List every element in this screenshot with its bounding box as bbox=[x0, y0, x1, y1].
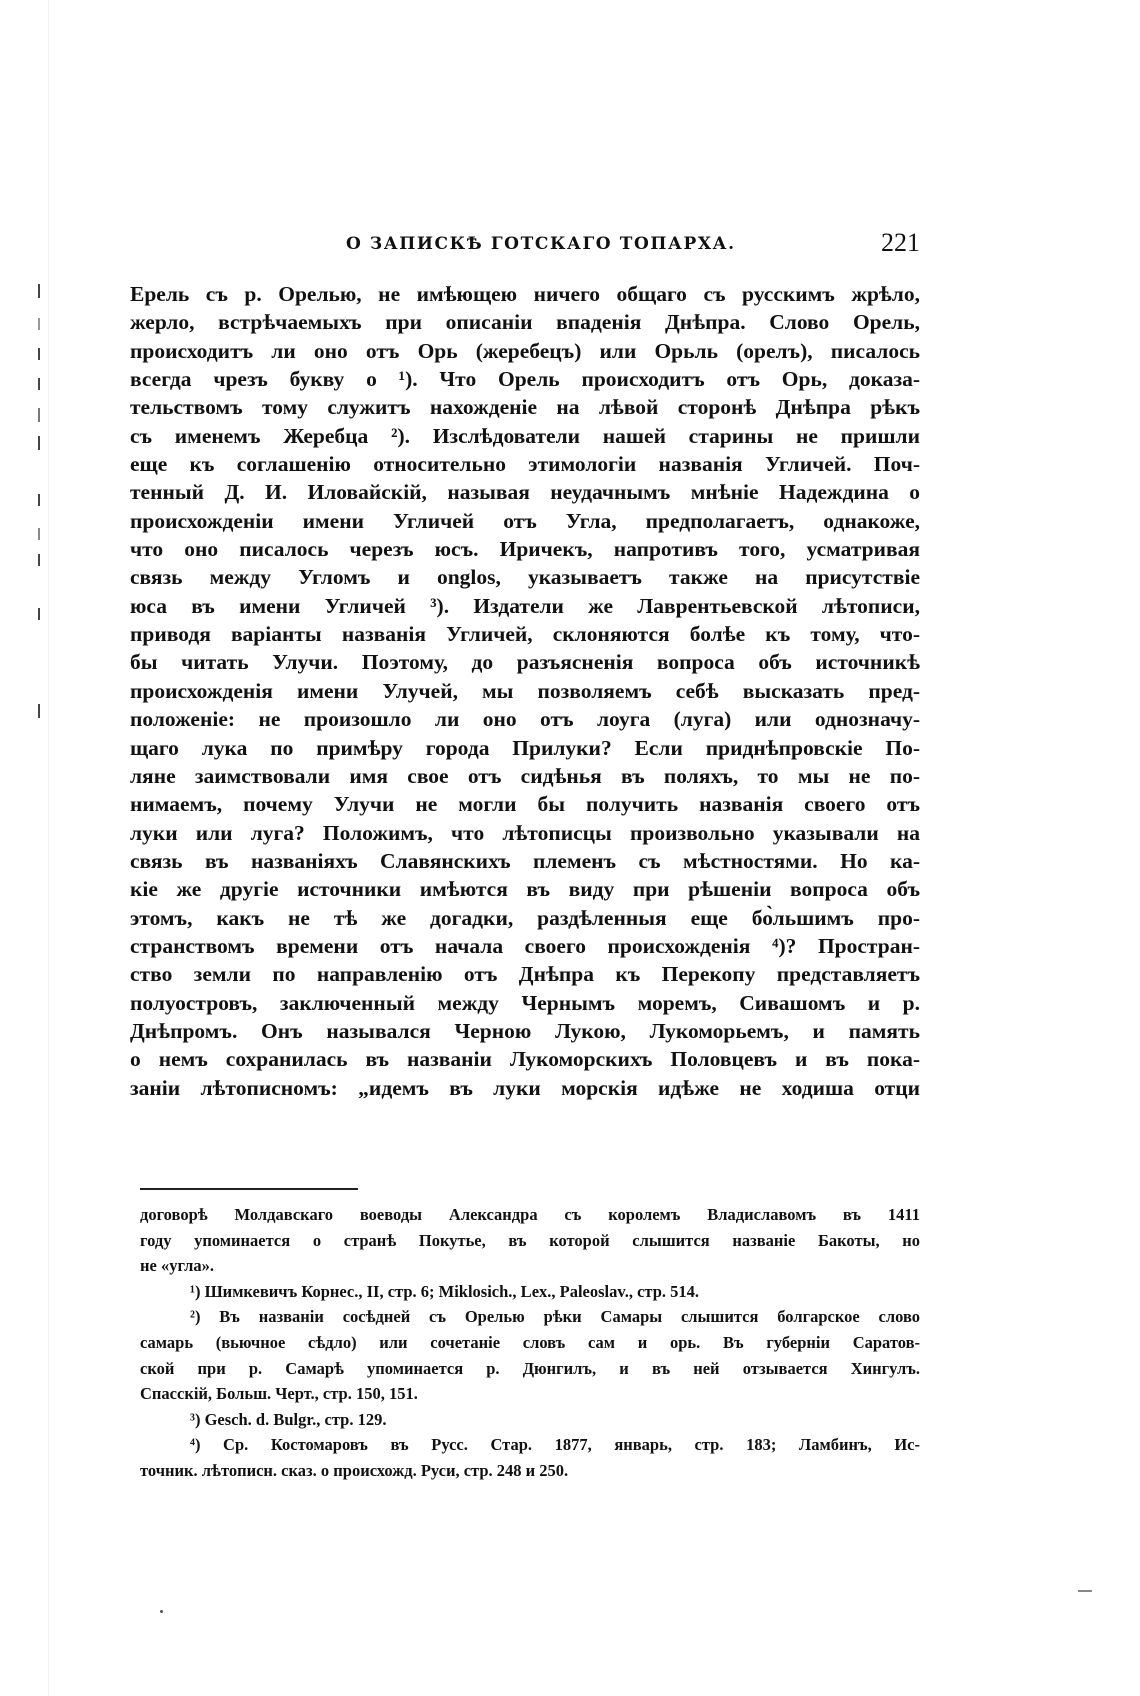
footnote-continuation-line: году упоминается о странѣ Покутье, въ которой слышится названіе Бакоты, но bbox=[140, 1230, 920, 1250]
text-line: происходитъ ли оно отъ Орь (жеребецъ) или Орьль (орелъ), писалось bbox=[130, 338, 920, 363]
text-line: бы читать Улучи. Поэтому, до разъясненія вопроса объ источникѣ bbox=[130, 650, 920, 675]
page-header bbox=[130, 228, 920, 262]
scan-speck bbox=[1078, 1590, 1092, 1592]
text-line: всегда чрезъ букву о ¹). Что Орель происходитъ отъ Орь, доказа- bbox=[130, 367, 920, 392]
text-line: щаго лука по примѣру города Прилуки? Если приднѣпровскіе По- bbox=[130, 735, 920, 760]
text-line: странствомъ времени отъ начала своего происхожденія ⁴)? Простран- bbox=[130, 933, 920, 958]
page-number: 221 bbox=[881, 228, 920, 257]
text-line: нимаемъ, почему Улучи не могли бы получить названія своего отъ bbox=[130, 792, 920, 817]
scan-speck bbox=[160, 1610, 163, 1613]
text-line: ляне заимствовали имя свое отъ сидѣнья въ поляхъ, то мы не по- bbox=[130, 763, 920, 788]
main-text bbox=[130, 280, 920, 1102]
text-line: что оно писалось черезъ юсъ. Иричекъ, напротивъ того, усматривая bbox=[130, 537, 920, 562]
running-title: О ЗАПИСКѢ ГОТСКАГО ТОПАРХА. bbox=[346, 234, 736, 254]
text-line: происхожденія имени Улучей, мы позволяемъ себѣ высказать пред- bbox=[130, 678, 920, 703]
footnote-4-line: ⁴) Ср. Костомаровъ въ Русс. Стар. 1877, январь, стр. 183; Ламбинъ, Ис- bbox=[190, 1435, 920, 1455]
text-line: еще къ соглашенію относительно этимологіи названія Угличей. Поч- bbox=[130, 452, 920, 477]
text-line: этомъ, какъ не тѣ же догадки, раздѣленныя еще бо̀льшимъ про- bbox=[130, 905, 920, 930]
text-line: тенный Д. И. Иловайскій, называя неудачнымъ мнѣніе Надеждина о bbox=[130, 480, 920, 505]
footnote-2-line: Спасскій, Больш. Черт., стр. 150, 151. bbox=[140, 1384, 418, 1404]
text-line: Днѣпромъ. Онъ назывался Черною Лукою, Лукоморьемъ, и память bbox=[130, 1018, 920, 1043]
text-line: заніи лѣтописномъ: „идемъ въ луки морскія идѣже не ходиша отци bbox=[130, 1075, 920, 1100]
margin-marks bbox=[32, 284, 52, 754]
text-line: приводя варіанты названія Угличей, склоняются болѣе къ тому, что- bbox=[130, 622, 920, 647]
text-line: полуостровъ, заключенный между Чернымъ моремъ, Сивашомъ и р. bbox=[130, 990, 920, 1015]
footnote-2-line: ской при р. Самарѣ упоминается р. Дюнгилъ, и въ ней отзывается Хингулъ. bbox=[140, 1358, 920, 1378]
text-line: о немъ сохранилась въ названіи Лукоморскихъ Половцевъ и въ пока- bbox=[130, 1047, 920, 1072]
margin-mark bbox=[38, 608, 40, 620]
margin-mark bbox=[38, 284, 40, 298]
text-line: луки или луга? Положимъ, что лѣтописцы произвольно указывали на bbox=[130, 820, 920, 845]
footnote-continuation-line: не «угла». bbox=[140, 1256, 214, 1276]
text-line: съ именемъ Жеребца ²). Изслѣдователи нашей старины не пришли bbox=[130, 423, 920, 448]
footnote-4-line: точник. лѣтописн. сказ. о происхожд. Руси, стр. 248 и 250. bbox=[140, 1460, 569, 1480]
margin-mark bbox=[38, 378, 40, 390]
text-line: тельствомъ тому служитъ нахожденіе на лѣвой сторонѣ Днѣпра рѣкъ bbox=[130, 395, 920, 420]
text-line: ство земли по направленію отъ Днѣпра къ Перекопу представляетъ bbox=[130, 962, 920, 987]
text-line: Ерель съ р. Орелью, не имѣющею ничего общаго съ русскимъ жрѣло, bbox=[130, 282, 920, 306]
text-line: происхожденіи имени Угличей отъ Угла, предполагаетъ, однакоже, bbox=[130, 508, 920, 533]
text-line: положеніе: не произошло ли оно отъ лоуга (луга) или однозначу- bbox=[130, 707, 920, 732]
footnote-2-line: самарь (вьючное сѣдло) или сочетаніе словъ сам и орь. Въ губерніи Саратов- bbox=[140, 1332, 920, 1352]
margin-mark bbox=[38, 704, 40, 718]
margin-mark bbox=[38, 436, 40, 450]
text-line: связь въ названіяхъ Славянскихъ племенъ съ мѣстностями. Но ка- bbox=[130, 848, 920, 873]
margin-mark bbox=[38, 494, 40, 506]
text-line: связь между Угломъ и onglos, указываетъ также на присутствіе bbox=[130, 565, 920, 590]
margin-mark bbox=[38, 318, 40, 330]
footnote-continuation-line: договорѣ Молдавскаго воеводы Александра съ королемъ Владиславомъ въ 1411 bbox=[140, 1205, 920, 1224]
footnotes bbox=[140, 1202, 920, 1484]
margin-mark bbox=[38, 528, 40, 540]
margin-mark bbox=[38, 554, 40, 566]
text-line: юса въ имени Угличей ³). Издатели же Лаврентьевской лѣтописи, bbox=[130, 593, 920, 618]
margin-mark bbox=[38, 348, 40, 360]
footnote-3: ³) Gesch. d. Bulgr., стр. 129. bbox=[190, 1409, 387, 1429]
footnote-1: ¹) Шимкевичъ Корнес., II, стр. 6; Miklosich., Lex., Paleoslav., стр. 514. bbox=[190, 1281, 700, 1301]
page-edge-shadow bbox=[48, 0, 49, 1696]
text-line: жерло, встрѣчаемыхъ при описаніи впаденія Днѣпра. Слово Орель, bbox=[130, 310, 920, 335]
text-line: кіе же другіе источники имѣются въ виду при рѣшеніи вопроса объ bbox=[130, 877, 920, 902]
footnote-divider bbox=[140, 1188, 358, 1190]
margin-mark bbox=[38, 408, 40, 422]
footnote-2-line: ²) Въ названіи сосѣдней съ Орелью рѣки Самары слышится болгарское слово bbox=[190, 1307, 920, 1327]
